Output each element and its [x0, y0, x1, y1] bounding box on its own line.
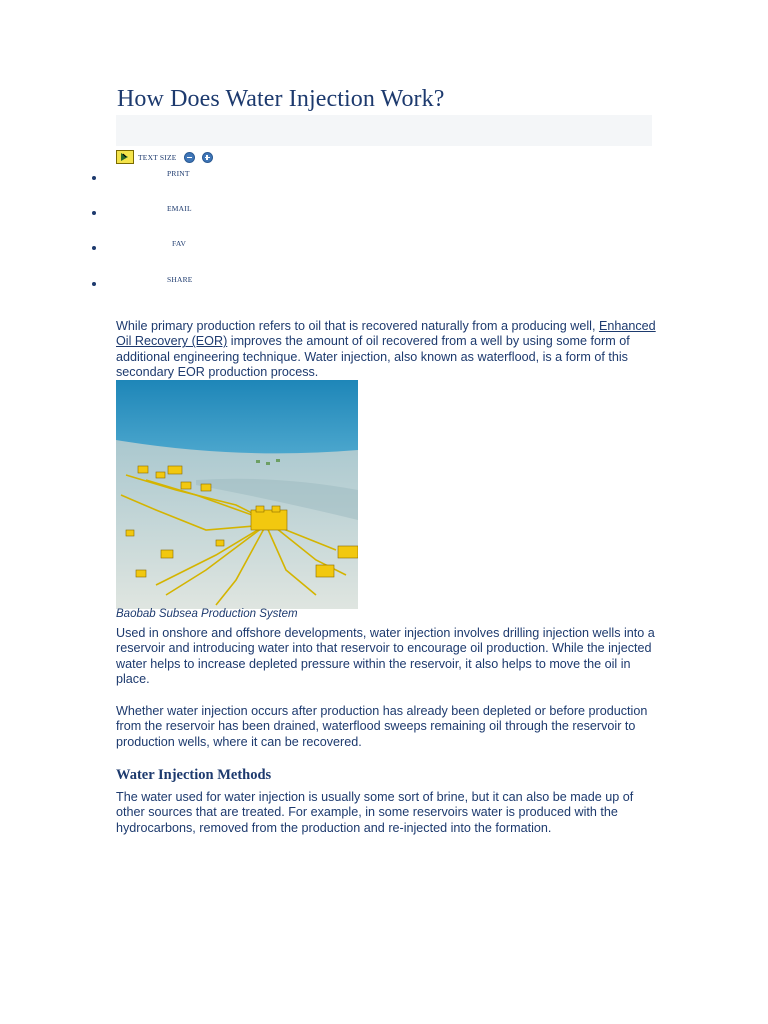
print-link[interactable]: PRINT	[167, 169, 190, 178]
intro-text-end: improves the amount of oil recovered from a well by using some form of additional engineering technique. Water injection, also known as waterflood, is a form of this secondary EOR production process.	[116, 334, 630, 380]
page-title: How Does Water Injection Work?	[117, 86, 445, 112]
email-link[interactable]: EMAIL	[167, 204, 192, 213]
body-paragraph: Used in onshore and offshore developments, water injection involves drilling injection wells into a reservoir and introducing water into that reservoir to encourage oil production. While the injected water helps to increase depleted pressure within the reservoir, it also helps to move the oil in place.	[116, 626, 655, 687]
body-paragraph: Whether water injection occurs after production has already been depleted or before production from the reservoir has been drained, waterflood sweeps remaining oil through the reservoir to production wells, where it can be recovered.	[116, 704, 648, 749]
intro-text-start: While primary production refers to oil that is recovered naturally from a producing well,	[116, 319, 599, 333]
image-caption: Baobab Subsea Production System	[116, 608, 298, 620]
bullet-icon	[92, 282, 96, 286]
bullet-icon	[92, 176, 96, 180]
body-paragraph: The water used for water injection is usually some sort of brine, but it can also be made up of other sources that are treated. For example, in some reservoirs water is produced with the hydrocarbons, removed from the production and re-injected into the formation.	[116, 790, 634, 835]
share-link[interactable]: SHARE	[167, 275, 193, 284]
bullet-icon	[92, 246, 96, 250]
bullet-icon	[92, 211, 96, 215]
intro-paragraph	[116, 319, 656, 381]
subsea-production-image	[116, 380, 358, 609]
article-tools	[0, 0, 300, 300]
text-size-label: TEXT SIZE	[138, 152, 177, 162]
fav-link[interactable]: FAV	[172, 239, 187, 248]
eor-link[interactable]: Enhanced Oil Recovery (EOR)	[116, 319, 656, 349]
section-heading: Water Injection Methods	[116, 767, 272, 783]
